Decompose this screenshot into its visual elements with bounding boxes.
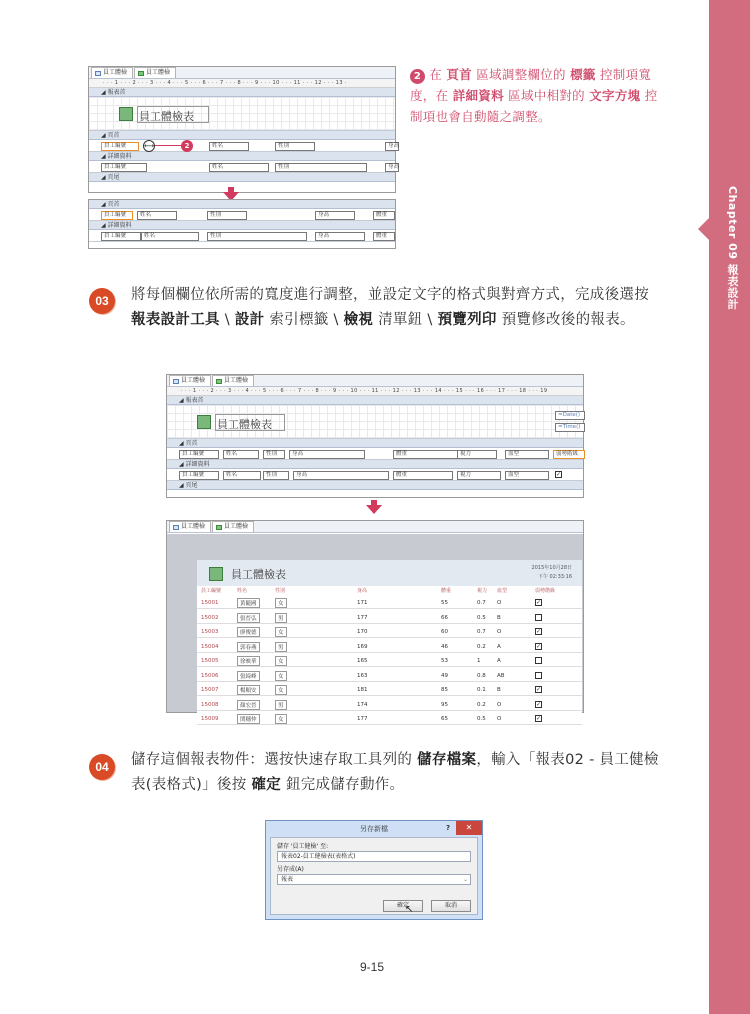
flag-checkbox [535, 672, 542, 679]
label-emp-id-3[interactable]: 員工編號 [179, 450, 219, 459]
report-logo-icon [119, 107, 133, 121]
preview-cell: 女 [275, 627, 287, 637]
flag-checkbox: ✓ [536, 686, 542, 693]
close-icon[interactable]: ✕ [456, 821, 482, 835]
preview-cell: 163 [357, 672, 368, 679]
preview-table-row [197, 596, 582, 609]
label-name-3[interactable]: 姓名 [223, 450, 259, 459]
field-gender-3[interactable]: 性別 [263, 471, 289, 480]
preview-cell: 95 [441, 701, 448, 708]
preview-cell: 女 [275, 671, 287, 681]
preview-cell: A [497, 658, 501, 664]
label-vision-3[interactable]: 視力 [457, 450, 497, 459]
preview-cell: 170 [357, 629, 368, 635]
band-page-header-3[interactable]: ◢ 頁首 [167, 439, 583, 448]
tab-report-4[interactable]: 員工體檢 [212, 521, 254, 532]
preview-cell: 55 [441, 600, 448, 606]
document-tab-bar [89, 67, 395, 79]
preview-cell: 165 [357, 658, 368, 664]
detail-row-2 [89, 230, 395, 242]
band-detail-3[interactable]: ◢ 詳細資料 [167, 460, 583, 469]
flag-checkbox: ✓ [536, 700, 542, 708]
preview-cell: O [497, 629, 502, 635]
report-header-area-3 [167, 405, 583, 439]
report-paper [197, 560, 582, 730]
chevron-down-icon: ⌄ [462, 876, 468, 883]
save-to-label: 儲存 '員工健檢' 至: [277, 843, 329, 850]
page-header-row-3 [167, 448, 583, 460]
tab-employee-table[interactable]: 員工體檢 [91, 67, 133, 78]
preview-cell: 15004 [201, 643, 219, 650]
preview-cell: 49 [441, 672, 448, 679]
field-emp-id-3[interactable]: 員工編號 [179, 471, 219, 480]
preview-cell: 15009 [201, 716, 219, 722]
date-field[interactable]: =Date() [555, 411, 585, 420]
preview-cell: AB [497, 672, 505, 679]
save-as-label: 另存成(A) [277, 866, 304, 873]
preview-table-row [197, 611, 582, 624]
preview-cell: O [497, 600, 502, 606]
report-name-input[interactable]: 報表02-員工健檢表(表格式) [277, 851, 471, 862]
report-header-area [89, 97, 395, 131]
col-emp-id: 員工編號 [201, 588, 222, 594]
save-as-dialog [265, 820, 483, 920]
detail-row-3 [167, 469, 583, 481]
preview-cell: 177 [357, 614, 368, 621]
band-detail-2[interactable]: ◢ 詳細資料 [89, 221, 395, 230]
preview-cell: 廖俊德 [237, 627, 260, 637]
report-title-label[interactable]: 員工體檢表 [139, 110, 194, 123]
preview-cell: 1 [477, 658, 481, 664]
flag-checkbox [535, 614, 542, 621]
preview-cell: 15008 [201, 701, 219, 708]
label-weight-2[interactable]: 體重 [373, 211, 395, 220]
cancel-button[interactable]: 取消 [431, 900, 471, 912]
label-height-3[interactable]: 身高 [289, 450, 365, 459]
table-icon [173, 525, 179, 530]
title-box[interactable] [137, 106, 209, 123]
preview-cell: 65 [441, 716, 448, 722]
preview-cell: 53 [441, 658, 448, 664]
col-vision: 視力 [477, 588, 488, 594]
flag-checkbox: ✓ [536, 599, 542, 606]
preview-cell: 0.2 [477, 643, 486, 650]
preview-table-row [197, 669, 582, 682]
preview-cell: A [497, 643, 501, 650]
side-tab-notch [698, 218, 709, 240]
preview-cell: 閔穗仲 [237, 714, 260, 724]
label-emp-id[interactable]: 員工編號 [101, 142, 139, 151]
ruler: · · · 1 · · · 2 · · · 3 · · · 4 · · · 5 · · · 6 · · · 7 · · · 8 · · · 9 · · · 10 · · · 11 · · · 12 · · · 13 · [89, 79, 395, 88]
preview-cell: 0.2 [477, 701, 486, 708]
preview-cell: 0.8 [477, 672, 486, 679]
tab-employee-table-3[interactable]: 員工體檢 [169, 375, 211, 386]
flag-checkbox [535, 657, 542, 664]
page-number: 9-15 [360, 960, 385, 974]
down-arrow-icon-2 [366, 505, 382, 514]
preview-title: 員工體檢表 [231, 568, 286, 581]
preview-cell: 66 [441, 614, 448, 621]
design-view-screenshot-3 [166, 374, 584, 498]
report-title-label-3[interactable]: 員工體檢表 [217, 418, 272, 431]
preview-cell: 徐映華 [237, 656, 260, 666]
preview-cell: 85 [441, 687, 448, 693]
preview-cell: 0.5 [477, 716, 486, 722]
preview-cell: 60 [441, 629, 448, 635]
preview-cell: 15005 [201, 658, 219, 664]
field-vision-3[interactable]: 視力 [457, 471, 501, 480]
resize-cursor-icon: ⟷ [144, 142, 155, 150]
preview-cell: 楊順安 [237, 685, 260, 695]
label-name-2[interactable]: 姓名 [137, 211, 177, 220]
report-logo-icon [197, 415, 211, 429]
band-report-header[interactable]: ◢ 報表首 [89, 88, 395, 97]
preview-cell: 男 [275, 613, 287, 623]
help-icon[interactable]: ? [445, 824, 450, 832]
field-emp-id[interactable]: 員工編號 [101, 163, 147, 172]
preview-cell: 0.7 [477, 629, 486, 635]
label-gender[interactable]: 性別 [275, 142, 315, 151]
field-weight-3[interactable]: 體重 [393, 471, 453, 480]
preview-cell: O [497, 716, 502, 722]
preview-cell: O [497, 701, 502, 708]
preview-cell: 張晉弘 [237, 613, 260, 623]
band-report-header-3[interactable]: ◢ 報表首 [167, 396, 583, 405]
preview-cell: 男 [275, 700, 287, 710]
document-tab-bar-4 [167, 521, 583, 533]
preview-area [167, 534, 583, 723]
tab-report[interactable]: 員工體檢 [134, 67, 176, 78]
callout-marker-2: 2 [181, 140, 193, 152]
preview-cell: 女 [275, 685, 287, 695]
field-blood-3[interactable]: 血型 [505, 471, 549, 480]
title-box-3[interactable] [215, 414, 285, 431]
dialog-title: 另存新檔 ? ✕ [266, 821, 482, 837]
preview-cell: B [497, 687, 501, 693]
preview-cell: 15002 [201, 614, 219, 621]
label-blood-3[interactable]: 血型 [505, 450, 549, 459]
preview-cell: 15001 [201, 600, 219, 606]
preview-table-row [197, 654, 582, 667]
field-weight-2[interactable]: 體重 [373, 232, 395, 241]
preview-cell: 171 [357, 600, 368, 606]
preview-cell: 177 [357, 716, 368, 722]
preview-cell: 女 [275, 714, 287, 724]
field-gender[interactable]: 性別 [275, 163, 367, 172]
band-page-header[interactable]: ◢ 頁首 [89, 131, 395, 140]
preview-table-row [197, 640, 582, 653]
preview-cell: 0.5 [477, 614, 486, 621]
design-view-screenshot-2 [88, 199, 396, 249]
band-detail[interactable]: ◢ 詳細資料 [89, 152, 395, 161]
preview-cell: 顏宏晉 [237, 700, 260, 710]
preview-table-row [197, 683, 582, 696]
flag-checkbox: ✓ [536, 628, 542, 635]
mouse-cursor-icon: ↖ [405, 904, 414, 915]
page-header-row [89, 140, 400, 152]
band-page-footer[interactable]: ◢ 頁尾 [89, 173, 395, 182]
preview-cell: 181 [357, 687, 368, 693]
col-weight: 體重 [441, 588, 452, 594]
report-icon [138, 71, 144, 76]
time-field[interactable]: =Time() [555, 423, 585, 432]
flag-checkbox: ✓ [536, 642, 542, 650]
field-flag-checkbox[interactable]: ✓ [556, 471, 562, 478]
preview-table-row [197, 698, 582, 711]
label-flag-3[interactable]: 弱勢階級 [553, 450, 585, 459]
label-emp-id-2[interactable]: 員工編號 [101, 211, 133, 220]
chapter-side-tab [709, 0, 750, 1014]
step-03-badge: 03 [89, 288, 115, 314]
preview-cell: 女 [275, 598, 287, 608]
label-gender-2[interactable]: 性別 [207, 211, 247, 220]
table-icon [173, 379, 179, 384]
col-gender: 性別 [275, 588, 286, 594]
step-04-badge: 04 [89, 754, 115, 780]
note-number-badge: 2 [410, 69, 425, 84]
preview-cell: 174 [357, 701, 368, 708]
preview-cell: 黃隨國 [237, 598, 260, 608]
label-gender-3[interactable]: 性別 [263, 450, 285, 459]
report-icon [216, 525, 222, 530]
step-04-text: 儲存這個報表物件：選按快速存取工具列的 儲存檔案，輸入「報表02 - 員工健檢表(表格式)」後按 確定 鈕完成儲存動作。 [131, 752, 659, 793]
note-2: 2 在 頁首 區域調整欄位的 標籤 控制項寬度，在 詳細資料 區域中相對的 文字方塊 控制項也會自動隨之調整。 [410, 67, 658, 124]
band-page-header-2[interactable]: ◢ 頁首 [89, 200, 395, 209]
document-tab-bar-3 [167, 375, 583, 387]
ruler-3: · · · 1 · · · 2 · · · 3 · · · 4 · · · 5 · · · 6 · · · 7 · · · 8 · · · 9 · · · 10 · · · 11 · · · 12 · · · 13 · · · 14 · · · 15 · · · 16 · · · 17 · · · 18 · · · 19 [167, 387, 583, 396]
field-gender-2[interactable]: 性別 [207, 232, 307, 241]
ok-button[interactable]: 確定 [383, 900, 423, 912]
field-height[interactable]: 身高 [385, 163, 399, 172]
label-name[interactable]: 姓名 [209, 142, 249, 151]
preview-time: 下午 02:33:16 [537, 574, 572, 580]
callout-line [155, 145, 183, 146]
field-name-3[interactable]: 姓名 [223, 471, 261, 480]
preview-cell: 169 [357, 643, 368, 650]
preview-cell: B [497, 614, 501, 621]
report-icon [216, 379, 222, 384]
preview-date: 2015年10月28日 [531, 565, 572, 571]
label-height-2[interactable]: 身高 [315, 211, 355, 220]
preview-logo-icon [209, 567, 223, 581]
field-emp-id-2[interactable]: 員工編號 [101, 232, 141, 241]
field-name-2[interactable]: 姓名 [141, 232, 199, 241]
design-view-screenshot-1 [88, 66, 400, 193]
col-blood: 血型 [497, 588, 508, 594]
detail-row [89, 161, 400, 173]
band-page-footer-3[interactable]: ◢ 頁尾 [167, 481, 583, 490]
preview-cell: 15006 [201, 672, 219, 679]
preview-cell: 0.1 [477, 687, 486, 693]
field-height-2[interactable]: 身高 [315, 232, 365, 241]
preview-cell: 女 [275, 656, 287, 666]
preview-cell: 男 [275, 642, 287, 652]
page-header-row-2 [89, 209, 395, 221]
tab-report-3[interactable]: 員工體檢 [212, 375, 254, 386]
preview-cell: 46 [441, 643, 448, 650]
print-preview-screenshot [166, 520, 584, 723]
col-name: 姓名 [237, 588, 248, 594]
preview-cell: 郭春燕 [237, 642, 260, 652]
col-height: 身高 [357, 588, 368, 594]
label-height[interactable]: 身高 [385, 142, 399, 151]
flag-checkbox: ✓ [536, 715, 542, 722]
preview-table-row [197, 625, 582, 638]
chapter-label: Chapter 09 報表設計 [726, 186, 739, 310]
preview-cell: 15003 [201, 629, 219, 635]
preview-cell: 張綺峰 [237, 671, 260, 681]
tab-employee-table-4[interactable]: 員工體檢 [169, 521, 211, 532]
dialog-body [270, 837, 478, 915]
table-icon [95, 71, 101, 76]
label-weight-3[interactable]: 體重 [393, 450, 459, 459]
col-flag: 弱勢階級 [535, 588, 556, 594]
step-03-text: 將每個欄位依所需的寬度進行調整，並設定文字的格式與對齊方式，完成後選按 報表設計工具 \ 設計 索引標籤 \ 檢視 清單鈕 \ 預覽列印 預覽修改後的報表。 [131, 287, 649, 328]
preview-cell: 15007 [201, 687, 219, 693]
preview-table-row [197, 712, 582, 725]
save-as-select[interactable]: 報表 ⌄ [277, 874, 471, 885]
preview-cell: 0.7 [477, 600, 486, 606]
field-name[interactable]: 姓名 [209, 163, 269, 172]
field-height-3[interactable]: 身高 [293, 471, 389, 480]
